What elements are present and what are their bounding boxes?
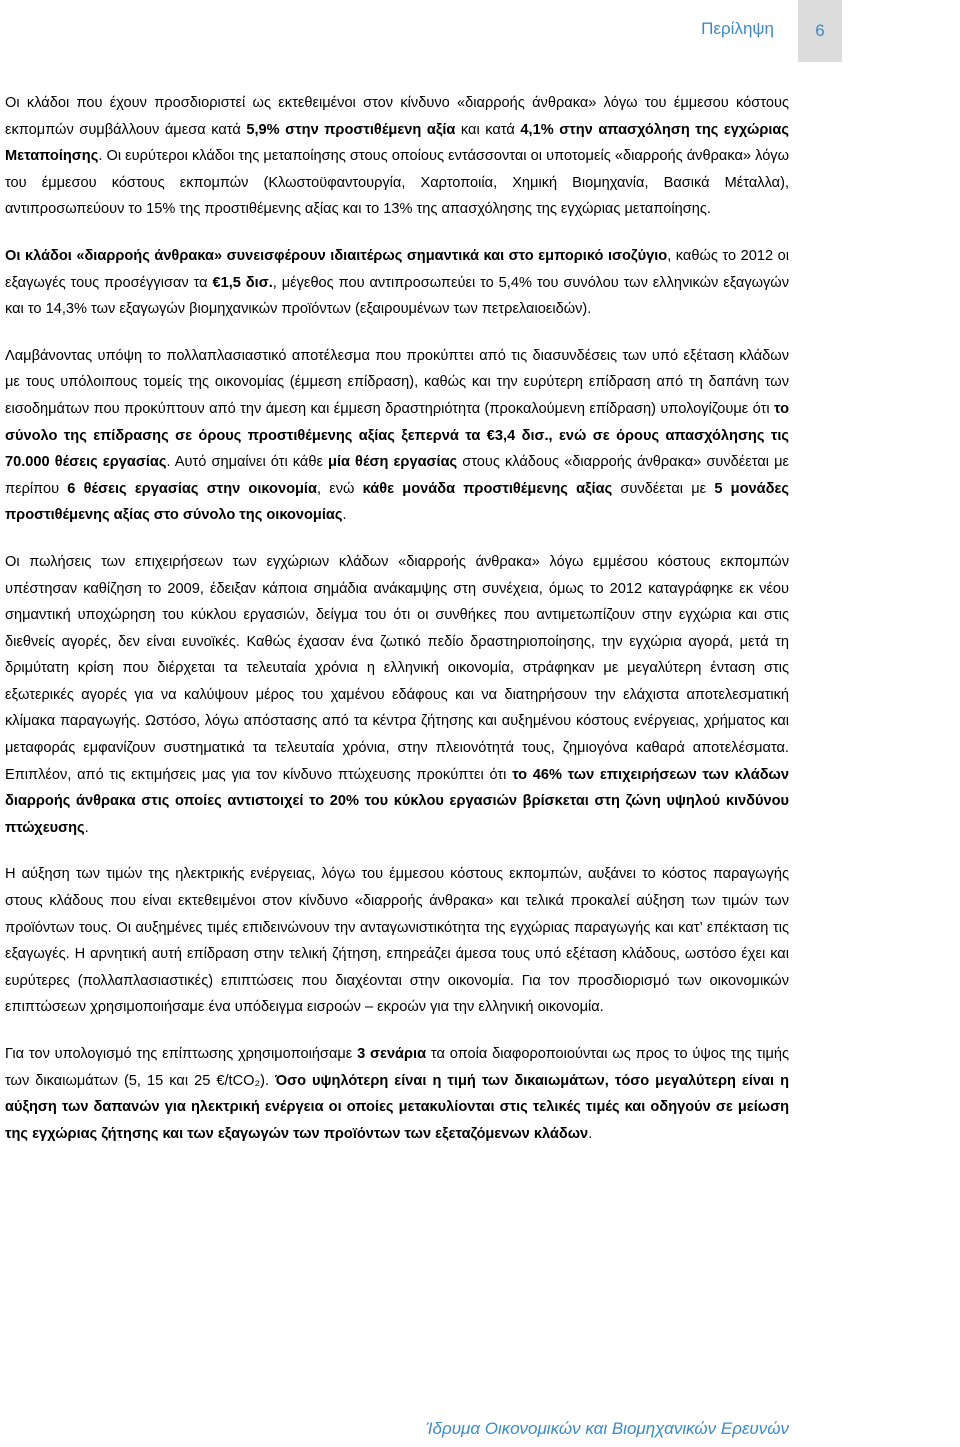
text-run: τα οποία διαφοροποιούνται ως προς το ύψος της τιμής των δικαιωμάτων (5, 15 και 25 €/tCO₂). [5, 1046, 789, 1089]
bold-text: 6 θέσεις εργασίας στην οικονομία [67, 480, 317, 497]
bold-text: 5 μονάδες προστιθέμενης αξίας στο σύνολο της οικονομίας [5, 480, 789, 524]
text-run: συνδέεται με [612, 480, 715, 497]
bold-text: 5,9% στην προστιθέμενη αξία [246, 121, 456, 138]
bold-text: Οι κλάδοι «διαρροής άνθρακα» συνεισφέρουν ιδιαιτέρως σημαντικά και στο εμπορικό ισοζύγιο [5, 247, 668, 264]
text-run: . [342, 507, 347, 524]
text-run: Λαμβάνοντας υπόψη το πολλαπλασιαστικό αποτέλεσμα που προκύπτει από τις διασυνδέσεις των υπό εξέταση κλάδων με τους υπόλοιπους τομείς της οικονομίας (έμμεση επίδραση), καθώς και την ευρύτερη επίδραση από τη δαπάνη των εισοδημάτων που προκύπτουν από την άμεση και έμμεση δραστηριότητα (προκαλούμενη επίδραση) υπολογίζουμε ότι [5, 347, 789, 417]
text-run: Οι πωλήσεις των επιχειρήσεων των εγχώριων κλάδων «διαρροής άνθρακα» λόγω εμμέσου κόστους εκπομπών υπέστησαν καθίζηση το 2009, έδειξαν κάποια σημάδια ανάκαμψης στη συνέχεια, όμως το 2012 καταγράφηκε εκ νέου σημαντική υποχώρηση του κύκλου εργασιών, δείγμα του ότι οι συνθήκες που αντιμετωπίζουν στην εγχώρια και στις διεθνείς αγορές, δεν είναι ευνοϊκές. Καθώς έχασαν ένα ζωτικό πεδίο δραστηριοποίησης, την εγχώρια αγορά, μετά τη δριμύτατη κρίση που διέρχεται τα τελευταία χρόνια η ελληνική οικονομία, στράφηκαν με μεγαλύτερη ένταση στις εξωτερικές αγορές για να καλύψουν μέρος του χαμένου εδάφους και να διατηρήσουν την ελάχιστα αποτελεσματική κλίμακα παραγωγής. Ωστόσο, λόγω απόστασης από τα κέντρα ζήτησης και αυξημένου κόστους ενέργειας, χρήματος και μεταφοράς εμφανίζουν συστηματικά τα τελευταία χρόνια, στην πλειονότητά τους, ζημιογόνα καθαρά αποτελέσματα. Επιπλέον, από τις εκτιμήσεις μας για τον κίνδυνο πτώχευσης προκύπτει ότι [5, 553, 789, 783]
text-run: , μέγεθος που αντιπροσωπεύει το 5,4% του συνόλου των ελληνικών εξαγωγών και το 14,3% των εξαγωγών βιομηχανικών προϊόντων (εξαιρουμένων των πετρελαιοειδών). [5, 274, 790, 318]
text-run: . Αυτό σημαίνει ότι κάθε [166, 454, 329, 471]
bold-text: 4,1% στην απασχόληση της εγχώριας Μεταποίησης [5, 121, 789, 165]
document-body [5, 90, 789, 1167]
paragraph [5, 90, 789, 223]
bold-text: το 46% των επιχειρήσεων των κλάδων διαρροής άνθρακα στις οποίες αντιστοιχεί το 20% του κύκλου εργασιών βρίσκεται στη ζώνη υψηλού κινδύνου πτώχευσης [5, 766, 790, 836]
text-run: Για τον υπολογισμό της επίπτωσης χρησιμοποιήσαμε [5, 1046, 358, 1062]
section-title: Περίληψη [701, 19, 774, 38]
page-footer [426, 1419, 789, 1439]
text-run: στους κλάδους «διαρροής άνθρακα» συνδέεται με περίπου [5, 454, 789, 497]
bold-text: €1,5 δισ. [212, 274, 273, 291]
text-run: Οι κλάδοι που έχουν προσδιοριστεί ως εκτεθειμένοι στον κίνδυνο «διαρροής άνθρακα» λόγω του έμμεσου κόστους εκπομπών συμβάλλουν άμεσα κατά [5, 95, 789, 138]
bold-text: μία θέση εργασίας [328, 454, 458, 471]
bold-text: το σύνολο της επίδρασης σε όρους προστιθέμενης αξίας ξεπερνά τα €3,4 δισ., ενώ σε όρους απασχόλησης τις 70.000 θέσεις εργασίας [5, 400, 789, 471]
text-run: , ενώ [316, 480, 363, 497]
text-run: , καθώς το 2012 οι εξαγωγές τους προσέγγισαν τα [5, 247, 789, 291]
text-run: και κατά [455, 121, 521, 138]
text-run: Η αύξηση των τιμών της ηλεκτρικής ενέργειας, λόγω του έμμεσου κόστους εκπομπών, αυξάνει το κόστος παραγωγής στους κλάδους που είναι εκτεθειμένοι στον κίνδυνο «διαρροής άνθρακα» και τελικά προκαλεί αύξηση των τιμών των προϊόντων τους. Οι αυξημένες τιμές επιδεινώνουν την ανταγωνιστικότητα της εγχώριας παραγωγής και κατ’ επέκταση τις εξαγωγές. Η αρνητική αυτή επίδραση στην τελική ζήτηση, επηρεάζει άμεσα τους υπό εξέταση κλάδους, ωστόσο έχει και ευρύτερες (πολλαπλασιαστικές) επιπτώσεις που διαχέονται στην οικονομία. Για τον προσδιορισμό των οικονομικών επιπτώσεων χρησιμοποιήσαμε ένα υπόδειγμα εισροών – εκροών για την ελληνική οικονομία. [5, 866, 789, 1016]
page-number: 6 [815, 21, 825, 40]
paragraph [5, 549, 789, 842]
footer-text: Ίδρυμα Οικονομικών και Βιομηχανικών Ερευνών [425, 1419, 789, 1438]
paragraph [5, 861, 789, 1021]
text-run: . Οι ευρύτεροι κλάδοι της μεταποίησης στους οποίους εντάσσονται οι υποτομείς «διαρροής άνθρακα» λόγω του έμμεσου κόστους εκπομπών (Κλωστοϋφαντουργία, Χαρτοποιία, Χημική Βιομηχανία, Βασικά Μέταλλα), αντιπροσωπεύουν το 15% της προστιθέμενης αξίας και το 13% της απασχόλησης της εγχώριας μεταποίησης. [5, 148, 789, 218]
bold-text: 3 σενάρια [357, 1046, 427, 1062]
paragraph [5, 243, 789, 323]
page-number-badge [798, 0, 842, 62]
paragraph [5, 1041, 789, 1147]
text-run: . [588, 1125, 593, 1142]
page-header [0, 0, 960, 62]
text-run: . [84, 819, 89, 836]
paragraph [5, 343, 789, 529]
bold-text: κάθε μονάδα προστιθέμενης αξίας [362, 480, 613, 497]
bold-text: Όσο υψηλότερη είναι η τιμή των δικαιωμάτων, τόσο μεγαλύτερη είναι η αύξηση των δαπανών για ηλεκτρική ενέργεια οι οποίες μετακυλίονται στις τελικές τιμές και οδηγούν σε μείωση της εγχώριας ζήτησης και των εξαγωγών των προϊόντων των εξεταζόμενων κλάδων [5, 1072, 789, 1142]
